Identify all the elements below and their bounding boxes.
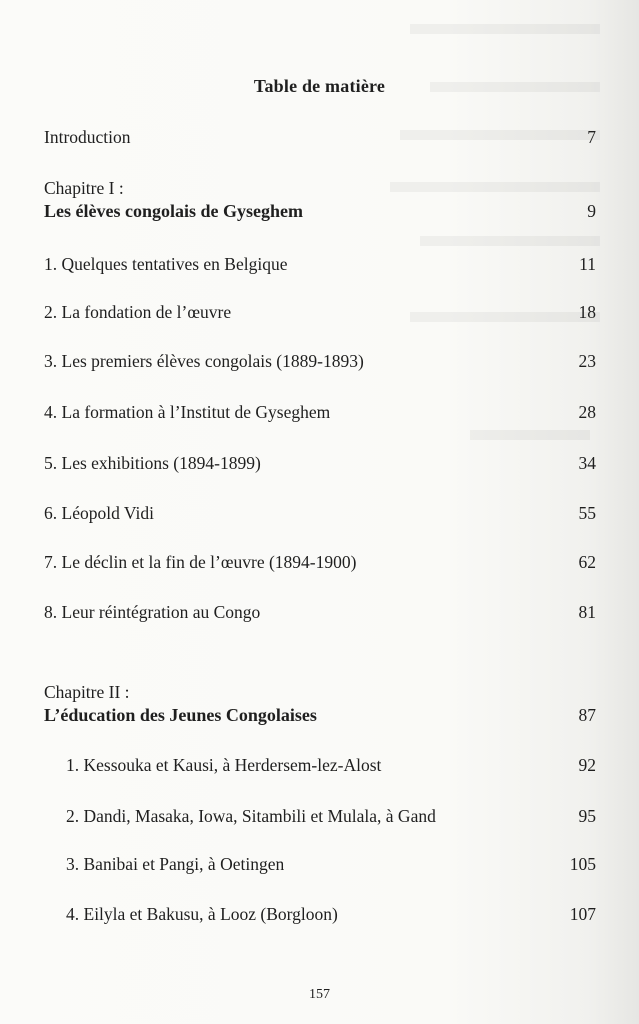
toc-page: 34 [578, 453, 596, 473]
bleed-through-mark [420, 236, 600, 246]
chapter-2-page: 87 [578, 705, 596, 725]
page-title: Table de matière [253, 76, 386, 96]
chapter-1-title: Les élèves congolais de Gyseghem [44, 201, 303, 221]
chapter-1-label: Chapitre I : [44, 178, 124, 198]
bleed-through-mark [410, 24, 600, 34]
toc-page: 23 [578, 351, 596, 371]
toc-entry: 4. La formation à l’Institut de Gyseghem [44, 402, 331, 422]
toc-page: 105 [569, 854, 596, 874]
toc-page: 11 [579, 254, 596, 274]
toc-entry: 1. Quelques tentatives en Belgique [44, 254, 288, 274]
toc-entry: 5. Les exhibitions (1894-1899) [44, 453, 261, 473]
toc-entry: 8. Leur réintégration au Congo [44, 602, 261, 622]
toc-entry: 2. La fondation de l’œuvre [44, 302, 232, 322]
bleed-through-mark [390, 182, 600, 192]
toc-entry: 2. Dandi, Masaka, Iowa, Sitambili et Mulala, à Gand [66, 806, 436, 826]
chapter-1-page: 9 [587, 201, 596, 221]
toc-entry: 1. Kessouka et Kausi, à Herdersem-lez-Alost [66, 755, 382, 775]
toc-page: 107 [569, 904, 596, 924]
toc-entry: 3. Les premiers élèves congolais (1889-1893) [44, 351, 364, 371]
chapter-2-title: L’éducation des Jeunes Congolaises [44, 705, 317, 725]
toc-page: 81 [578, 602, 596, 622]
toc-entry: 7. Le déclin et la fin de l’œuvre (1894-1900) [44, 552, 357, 572]
toc-page: 18 [578, 302, 596, 322]
toc-page-introduction: 7 [587, 127, 596, 147]
chapter-2-label: Chapitre II : [44, 682, 130, 702]
toc-entry: 3. Banibai et Pangi, à Oetingen [66, 854, 285, 874]
toc-page: 95 [578, 806, 596, 826]
toc-entry: 4. Eilyla et Bakusu, à Looz (Borgloon) [66, 904, 338, 924]
toc-page: 62 [578, 552, 596, 572]
toc-page: 55 [578, 503, 596, 523]
page-number: 157 [309, 987, 330, 1002]
toc-page: 28 [578, 402, 596, 422]
toc-page: 92 [578, 755, 596, 775]
toc-entry-introduction: Introduction [44, 127, 131, 147]
bleed-through-mark [470, 430, 590, 440]
toc-entry: 6. Léopold Vidi [44, 503, 154, 523]
